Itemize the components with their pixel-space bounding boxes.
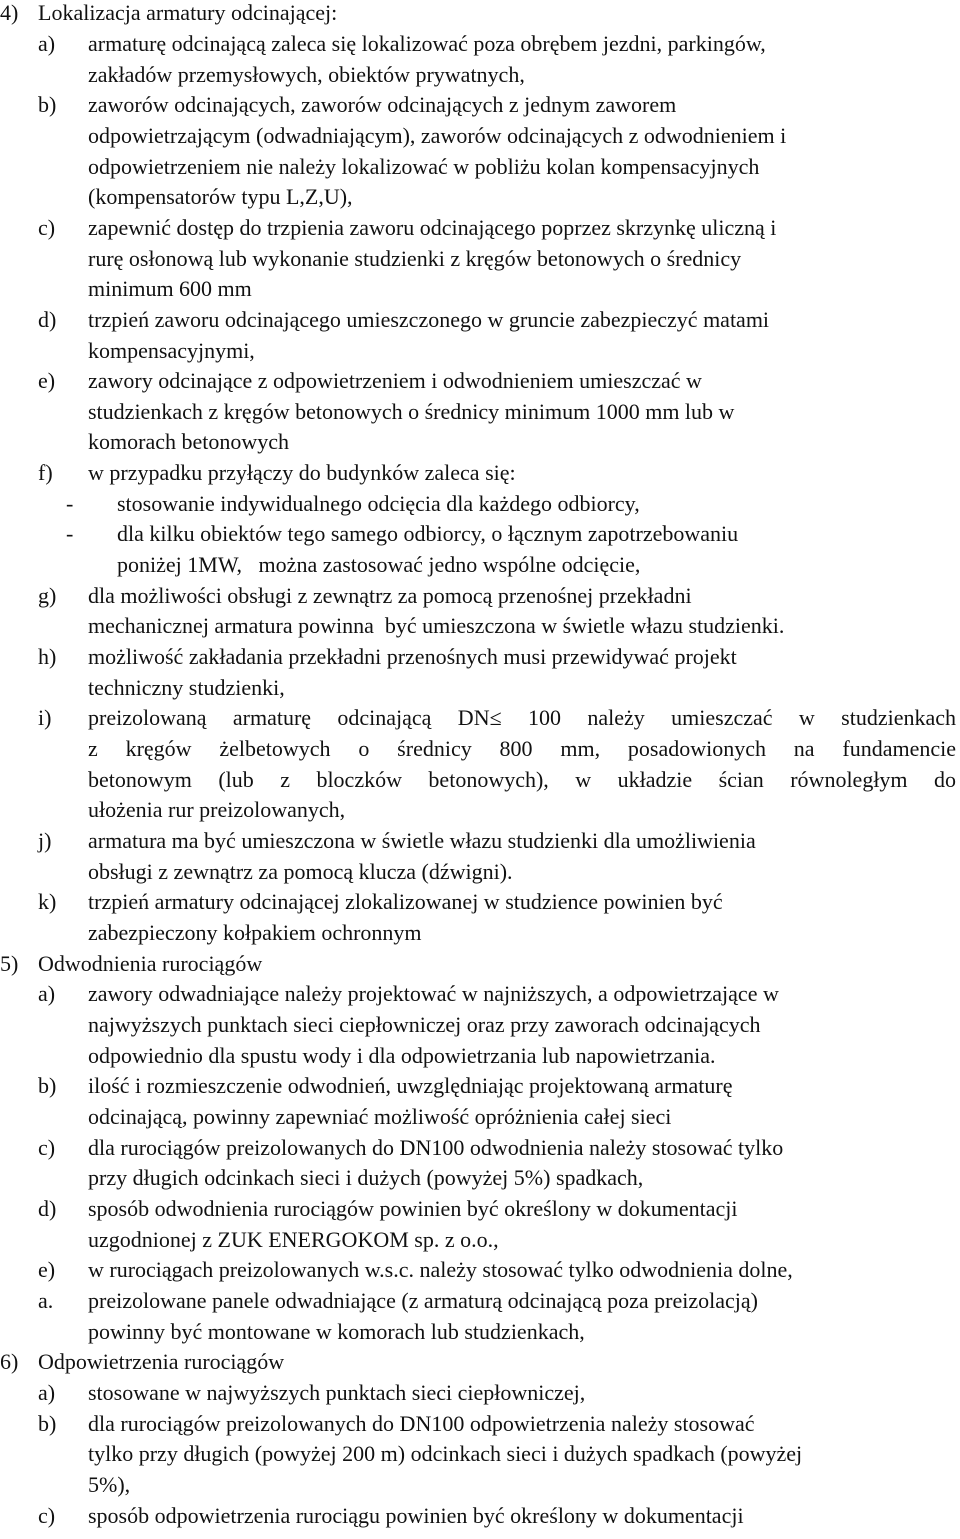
item-line: preizolowane panele odwadniające (z armaturą odcinającą poza preizolacją) [88, 1288, 758, 1313]
item-line: armatura ma być umieszczona w świetle włazu studzienki dla umożliwienia [88, 828, 756, 853]
item-label: b) [38, 1411, 57, 1436]
item-line: trzpień armatury odcinającej zlokalizowanej w studzience powinien być [88, 889, 723, 914]
item-label: e) [38, 1257, 56, 1282]
item-line: trzpień zaworu odcinającego umieszczonego w gruncie zabezpieczyć matami [88, 307, 770, 332]
item-line: minimum 600 mm [88, 276, 252, 301]
item-line: ułożenia rur preizolowanych, [88, 797, 346, 822]
item-line: dla rurociągów preizolowanych do DN100 odpowietrzenia należy stosować [88, 1411, 755, 1436]
item-line: odpowiednio dla spustu wody i dla odpowietrzania lub napowietrzania. [88, 1043, 716, 1068]
item-line: komorach betonowych [88, 429, 289, 454]
section-title: Odwodnienia rurociągów [38, 951, 263, 976]
item-line: możliwość zakładania przekładni przenośnych musi przewidywać projekt [88, 644, 737, 669]
item-label: k) [38, 889, 57, 914]
item-line: poniżej 1MW, można zastosować jedno wspólne odcięcie, [117, 552, 641, 577]
item-label: a) [38, 31, 56, 56]
item-line: rurę osłonową lub wykonanie studzienki z kręgów betonowych o średnicy [88, 246, 742, 271]
item-label: e) [38, 368, 56, 393]
item-line: ilość i rozmieszczenie odwodnień, uwzględniając projektowaną armaturę [88, 1073, 733, 1098]
item-line: preizolowaną armaturę odcinającą DN≤ 100 należy umieszczać w studzienkach [88, 705, 956, 730]
section-title: Lokalizacja armatury odcinającej: [38, 0, 338, 25]
item-label: c) [38, 1135, 56, 1160]
item-label: a) [38, 1380, 56, 1405]
item-label: d) [38, 307, 57, 332]
item-label: d) [38, 1196, 57, 1221]
item-line: 5%), [88, 1472, 131, 1497]
item-line: (kompensatorów typu L,Z,U), [88, 184, 353, 209]
item-label: j) [38, 828, 52, 853]
item-line: dla rurociągów preizolowanych do DN100 odwodnienia należy stosować tylko [88, 1135, 784, 1160]
item-label: b) [38, 92, 57, 117]
item-line: zakładów przemysłowych, obiektów prywatnych, [88, 62, 525, 87]
section-number: 6) [0, 1349, 19, 1374]
item-line: odcinającą, powinny zapewniać możliwość opróżnienia całej sieci [88, 1104, 672, 1129]
item-line: stosowane w najwyższych punktach sieci ciepłowniczej, [88, 1380, 586, 1405]
item-label: g) [38, 583, 57, 608]
item-line: z kręgów żelbetowych o średnicy 800 mm, posadowionych na fundamencie [88, 736, 956, 761]
item-line: tylko przy długich (powyżej 200 m) odcinkach sieci i dużych spadkach (powyżej [88, 1441, 803, 1466]
item-line: stosowanie indywidualnego odcięcia dla każdego odbiorcy, [117, 491, 640, 516]
item-line: mechanicznej armatura powinna być umieszczona w świetle włazu studzienki. [88, 613, 785, 638]
item-label: a) [38, 981, 56, 1006]
item-label: a. [38, 1288, 54, 1313]
item-line: obsługi z zewnątrz za pomocą klucza (dźwigni). [88, 859, 513, 884]
item-line: w rurociągach preizolowanych w.s.c. należy stosować tylko odwodnienia dolne, [88, 1257, 793, 1282]
item-label: h) [38, 644, 57, 669]
item-line: studzienkach z kręgów betonowych o średnicy minimum 1000 mm lub w [88, 399, 735, 424]
item-label: b) [38, 1073, 57, 1098]
bullet-dash: - [66, 491, 74, 516]
item-line: zawory odwadniające należy projektować w najniższych, a odpowietrzające w [88, 981, 779, 1006]
item-line: przy długich odcinkach sieci i dużych (powyżej 5%) spadkach, [88, 1165, 644, 1190]
section-title: Odpowietrzenia rurociągów [38, 1349, 285, 1374]
item-line: betonowym (lub z bloczków betonowych), w układzie ścian równoległym do [88, 767, 956, 792]
section-number: 4) [0, 0, 19, 25]
item-line: sposób odpowietrzenia rurociągu powinien być określony w dokumentacji [88, 1503, 744, 1528]
item-line: zabezpieczony kołpakiem ochronnym [88, 920, 422, 945]
item-line: uzgodnionej z ZUK ENERGOKOM sp. z o.o., [88, 1227, 499, 1252]
item-line: zaworów odcinających, zaworów odcinających z jednym zaworem [88, 92, 677, 117]
item-line: powinny być montowane w komorach lub studzienkach, [88, 1319, 585, 1344]
bullet-dash: - [66, 521, 74, 546]
item-line: odpowietrzającym (odwadniającym), zaworów odcinających z odwodnieniem i [88, 123, 787, 148]
item-label: f) [38, 460, 53, 485]
item-line: najwyższych punktach sieci ciepłowniczej oraz przy zaworach odcinających [88, 1012, 761, 1037]
item-line: dla kilku obiektów tego samego odbiorcy, o łącznym zapotrzebowaniu [117, 521, 739, 546]
item-line: zapewnić dostęp do trzpienia zaworu odcinającego poprzez skrzynkę uliczną i [88, 215, 777, 240]
item-label: i) [38, 705, 52, 730]
item-line: w przypadku przyłączy do budynków zaleca się: [88, 460, 516, 485]
item-label: c) [38, 1503, 56, 1528]
section-number: 5) [0, 951, 19, 976]
item-label: c) [38, 215, 56, 240]
item-line: sposób odwodnienia rurociągów powinien być określony w dokumentacji [88, 1196, 738, 1221]
item-line: armaturę odcinającą zaleca się lokalizować poza obrębem jezdni, parkingów, [88, 31, 766, 56]
item-line: zawory odcinające z odpowietrzeniem i odwodnieniem umieszczać w [88, 368, 702, 393]
item-line: kompensacyjnymi, [88, 338, 255, 363]
item-line: odpowietrzeniem nie należy lokalizować w pobliżu kolan kompensacyjnych [88, 154, 760, 179]
item-line: dla możliwości obsługi z zewnątrz za pomocą przenośnej przekładni [88, 583, 692, 608]
item-line: techniczny studzienki, [88, 675, 285, 700]
